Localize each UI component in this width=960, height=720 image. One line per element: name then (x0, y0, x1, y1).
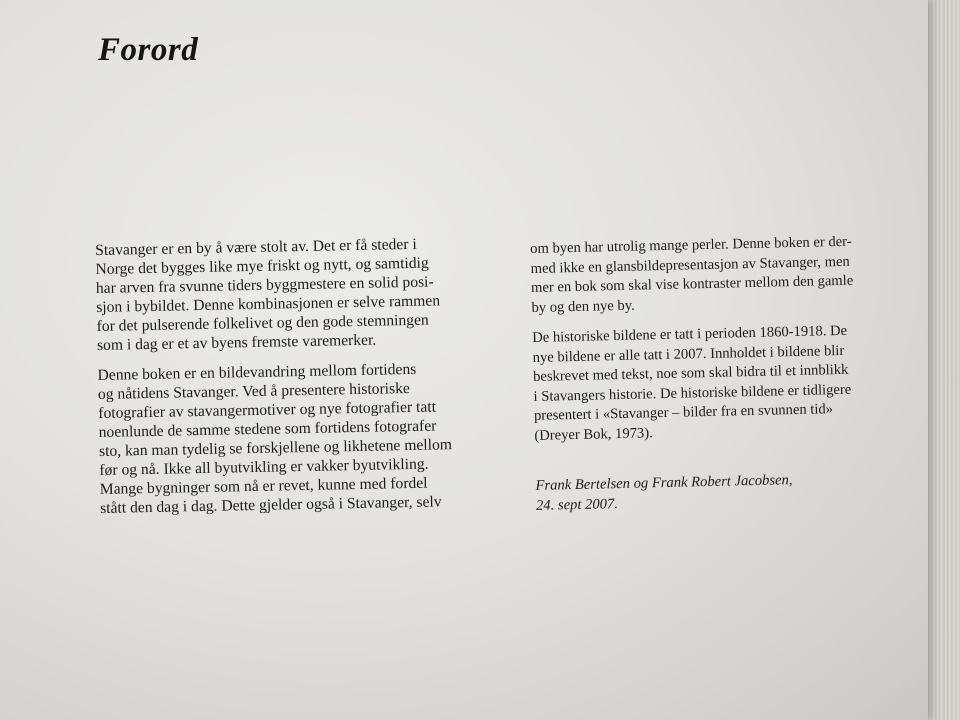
text-line: mer en bok som skal vise kontraster mellom den gamle (530, 272, 854, 296)
text-line: nye bildene er alle tatt i 2007. Innholdet i bildene blir (532, 342, 845, 366)
text-line: De historiske bildene er tatt i perioden 1860-1918. De (532, 322, 848, 346)
text-line: (Dreyer Bok, 1973). (534, 424, 653, 444)
text-line: om byen har utrolig mange perler. Denne boken er der- (530, 233, 852, 257)
left-text-column (95, 234, 453, 529)
text-line: Stavanger er en by å være stolt av. Det er få steder i (95, 235, 417, 259)
text-line: før og nå. Ikke all byutvikling er vakker byutvikling. (99, 455, 429, 479)
text-line: i Stavangers historie. De historiske bildene er tidligere (533, 381, 852, 405)
right-text-column (530, 233, 859, 527)
text-line: presentert i «Stavanger – bilder fra en svunnen tid» (533, 401, 834, 424)
text-line: sto, kan man tydelig se forskjellene og likhetene mellom (98, 436, 453, 460)
text-line: Norge det bygges like mye friskt og nytt, og samtidig (95, 254, 429, 278)
paragraph-3 (530, 233, 854, 318)
page-title: Forord (98, 32, 199, 68)
text-line: med ikke en glansbildepresentasjon av Stavanger, men (530, 253, 850, 277)
paragraph-4 (532, 322, 857, 446)
text-line: for det pulserende folkelivet og den gode stemningen (96, 311, 429, 335)
text-line: og nåtidens Stavanger. Ved å presentere historiske (97, 379, 410, 403)
text-line: noenlunde de samme stedene som fortidens fotografer (98, 417, 437, 441)
text-line: beskrevet med tekst, noe som skal bidra til et innblikk (532, 361, 849, 385)
text-line: Denne boken er en bildevandring mellom fortidens (97, 360, 417, 384)
text-line: sjon i bybildet. Denne kombinasjonen er selve rammen (96, 292, 441, 316)
paragraph-2 (97, 359, 453, 518)
text-line: fotografier av stavangermotiver og nye fotografier tatt (98, 398, 437, 422)
signature-authors: Frank Bertelsen og Frank Robert Jacobsen, (535, 472, 793, 494)
signature-date: 24. sept 2007. (535, 496, 619, 514)
text-line: Mange bygninger som nå er revet, kunne med fordel (99, 474, 428, 498)
text-line: stått den dag i dag. Dette gjelder også i Stavanger, selv (99, 493, 442, 517)
text-line: har arven fra svunne tiders byggmestere en solid posi- (95, 273, 434, 297)
text-line: by og den nye by. (531, 297, 635, 316)
text-line: som i dag er et av byens fremste varemerker. (96, 331, 377, 354)
signature (535, 469, 858, 516)
paragraph-1 (95, 234, 450, 355)
